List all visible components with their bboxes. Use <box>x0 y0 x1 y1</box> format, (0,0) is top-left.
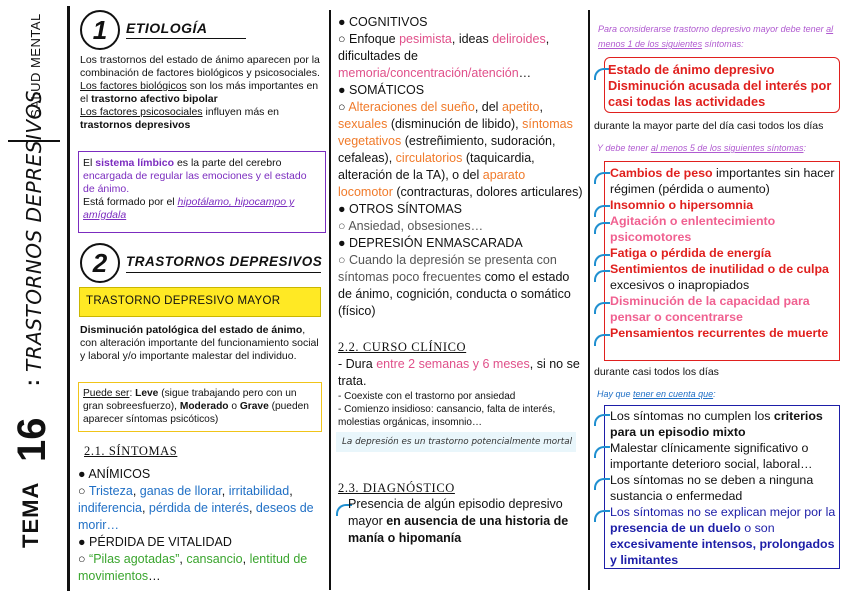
area-label: SALUD MENTAL <box>28 13 43 118</box>
col-divider-2 <box>588 10 590 590</box>
criteria-header-2: Y debe tener al menos 5 de los siguientes síntomas: <box>597 143 806 153</box>
disorder-definition: Disminución patológica del estado de ánimo, con alteración importante del funcionamiento social y laboral y/o importante malestar del individuo. <box>80 324 319 362</box>
consider-arrow-4-icon <box>594 510 610 522</box>
add-arrow-1-icon <box>594 172 610 184</box>
mortal-note-text: La depresión es un trastorno potencialmente mortal <box>342 437 573 447</box>
add-arrow-2-icon <box>594 205 610 217</box>
consider-arrow-3-icon <box>594 478 610 490</box>
considerations-list: Los síntomas no cumplen los criterios para un episodio mixto Malestar clínicamente significativo o importante deterioro social, laboral… Los síntomas no se deben a ninguna sustancia o enfermedad Los síntomas no se explican mejor por la presencia de un duelo o son excesivamente intensos, prolongados y limitantes <box>610 409 836 567</box>
tema-label: TEMA <box>18 481 43 548</box>
add-arrow-6-icon <box>594 302 610 314</box>
section-1-title: ETIOLOGÍA <box>126 20 208 36</box>
additional-duration: durante casi todos los días <box>594 366 719 378</box>
criteria-header-3: Hay que tener en cuenta que: <box>597 389 716 399</box>
severity-box: Puede ser: Leve (sigue trabajando pero con un gran sobreesfuerzo), Moderado o Grave (pueden aparecer síntomas psicóticos) <box>78 382 322 432</box>
symptoms-col1: ● ANÍMICOS ○ Tristeza, ganas de llorar, irritabilidad, indiferencia, pérdida de interés, deseos de morir… ● PÉRDIDA DE VITALIDAD ○ “Pilas agotadas”, cansancio, lentitud de movimientos… <box>78 467 314 583</box>
disorder-highlight-text: TRASTORNO DEPRESIVO MAYOR <box>86 295 281 307</box>
etiology-paragraph: Los trastornos del estado de ánimo aparecen por la combinación de factores biológicos y psicosociales. Los factores biológicos son los más importantes en el trastorno afectivo bipolar Los factores psicosociales influyen más en trastornos depresivos <box>80 54 320 131</box>
section-2-rule <box>126 272 321 273</box>
tema-number: 16 <box>10 417 54 462</box>
course-notes: - Coexiste con el trastorno por ansiedad - Comienzo insidioso: cansancio, falta de interés, molestias orgánicas, insomnio… <box>338 391 556 428</box>
section-2-3-title: 2.3. DIAGNÓSTICO <box>338 481 455 495</box>
section-1-number: 1 <box>80 10 120 50</box>
tema-colon: : <box>22 379 44 386</box>
section-2-number: 2 <box>80 243 120 283</box>
add-arrow-4-icon <box>594 254 610 266</box>
col-divider-1 <box>329 10 331 590</box>
section-2-title: TRASTORNOS DEPRESIVOS <box>126 254 323 269</box>
symptoms-col2: ● COGNITIVOS ○ Enfoque pesimista, ideas deliroides, dificultades de memoria/concentración/atención… ● SOMÁTICOS ○ Alteraciones del sueño, del apetito, sexuales (disminución de libido), síntomas vegetativos (estreñimiento, sudoración, cefaleas), circulatorios (taquicardia, alteración de la TA), o del aparato locomotor (contracturas, dolores articulares) ● OTROS SÍNTOMAS ○ Ansiedad, obsesiones… ● DEPRESIÓN ENMASCARADA ○ Cuando la depresión se presenta con síntomas poco frecuentes como el estado de ánimo, cognición, conducta o somático (físico) <box>338 15 583 318</box>
additional-symptoms-list: Cambios de peso importantes sin hacer régimen (pérdida o aumento) Insomnio o hipersomnia Agitación o enlentecimiento psicomotores Fatiga o pérdida de energía Sentimientos de inutilidad o de culpa excesivos o inapropiados Disminución de la capacidad para pensar o concentrarse Pensamientos recurrentes de muerte <box>610 166 835 340</box>
section-2-2-title: 2.2. CURSO CLÍNICO <box>338 340 467 354</box>
add-arrow-7-icon <box>594 334 610 346</box>
course-text: - Dura entre 2 semanas y 6 meses, si no se trata. <box>338 357 580 388</box>
consider-arrow-1-icon <box>594 414 610 426</box>
core-symptoms-list: Estado de ánimo depresivo Disminución acusada del interés por casi todas las actividades <box>608 62 832 109</box>
add-arrow-5-icon <box>594 270 610 282</box>
subject-label: TRASTORNOS DEPRESIVOS <box>22 90 46 372</box>
criteria-header-1: Para considerarse trastorno depresivo mayor debe tener al menos 1 de los siguientes síntomas: <box>598 24 834 49</box>
limbic-box: El sistema límbico es la parte del cerebro encargada de regular las emociones y el estado de ánimo. Está formado por el hipotálamo, hipocampo y amígdala <box>78 151 326 233</box>
core-duration: durante la mayor parte del día casi todos los días <box>594 120 824 132</box>
diagnosis-text: Presencia de algún episodio depresivo mayor en ausencia de una historia de manía o hipomanía <box>348 497 569 545</box>
add-arrow-3-icon <box>594 222 610 234</box>
left-vertical-rule <box>67 6 70 591</box>
section-2-1-title: 2.1. SÍNTOMAS <box>84 444 178 458</box>
consider-arrow-2-icon <box>594 446 610 458</box>
section-1-rule <box>126 38 246 39</box>
